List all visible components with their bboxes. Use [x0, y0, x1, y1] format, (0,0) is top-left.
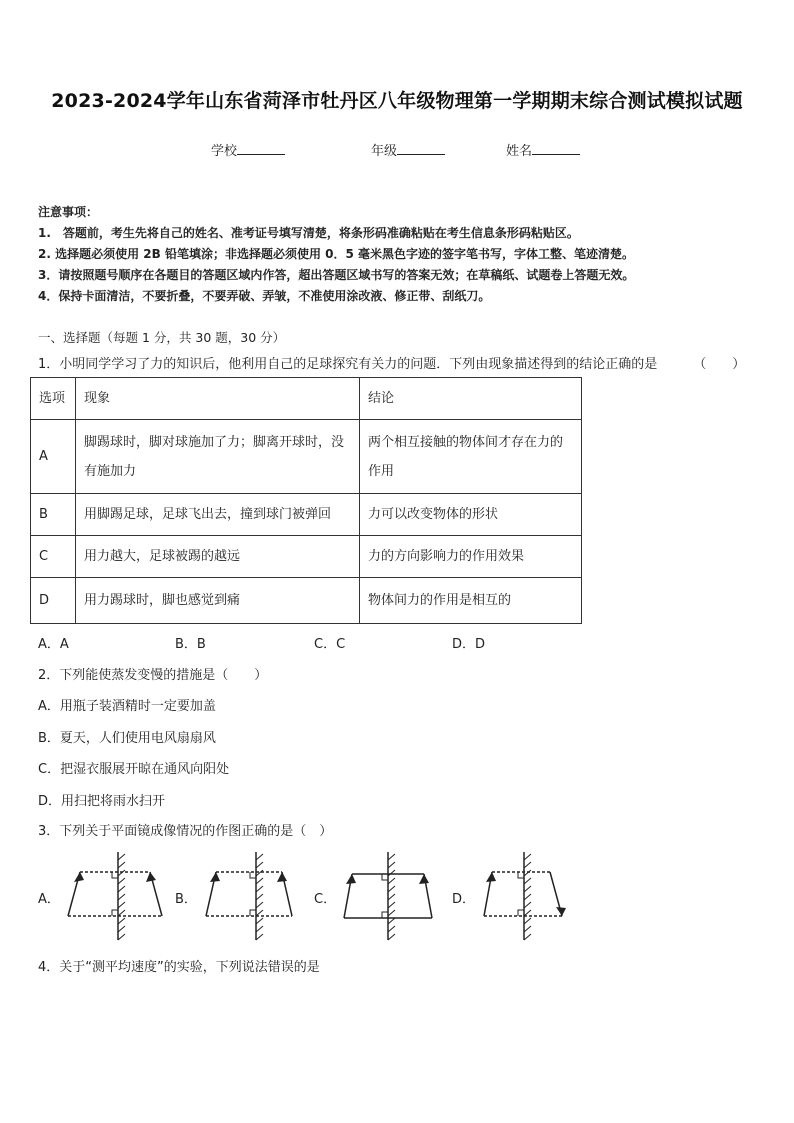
mirror-figure-a[interactable]	[62, 850, 172, 942]
table-row	[31, 420, 582, 494]
q2-option-d[interactable]: D．用扫把将雨水扫开	[38, 794, 166, 809]
school-label: 学校	[211, 144, 238, 159]
question-1-table	[30, 377, 582, 624]
q2-option-b[interactable]: B．夏天，人们使用电风扇扇风	[38, 731, 216, 746]
question-1-text: 1．小明同学学习了力的知识后，他利用自己的足球探究有关力的问题．下列由现象描述得到的结论正确的是	[38, 357, 658, 372]
q3-label-b[interactable]: B．	[175, 892, 197, 907]
grade-field[interactable]	[371, 140, 445, 159]
table-cell-phenomenon: 用脚踢足球，足球飞出去，撞到球门被弹回	[76, 494, 360, 536]
name-label: 姓名	[506, 144, 533, 159]
table-header-row	[31, 378, 582, 420]
school-field[interactable]	[211, 140, 285, 159]
table-row	[31, 536, 582, 578]
q3-label-d[interactable]: D．	[452, 892, 476, 907]
grade-label: 年级	[371, 144, 398, 159]
q1-option-c[interactable]: C．C	[314, 637, 346, 652]
table-header: 现象	[76, 378, 360, 420]
table-cell-conclusion: 两个相互接触的物体间才存在力的作用	[360, 420, 582, 494]
school-blank[interactable]	[237, 142, 285, 155]
table-cell-conclusion: 力的方向影响力的作用效果	[360, 536, 582, 578]
mirror-figure-d[interactable]	[478, 850, 588, 942]
page-title: 2023-2024学年山东省菏泽市牡丹区八年级物理第一学期期末综合测试模拟试题	[51, 90, 743, 112]
name-blank[interactable]	[532, 142, 580, 155]
question-1-stem	[38, 353, 745, 372]
table-cell-option: D	[31, 578, 76, 624]
table-cell-conclusion: 物体间力的作用是相互的	[360, 578, 582, 624]
name-field[interactable]	[506, 140, 580, 159]
table-cell-phenomenon: 用力踢球时，脚也感觉到痛	[76, 578, 360, 624]
mirror-figure-c[interactable]	[336, 850, 446, 942]
table-cell-phenomenon: 脚踢球时，脚对球施加了力；脚离开球时，没有施加力	[76, 420, 360, 494]
table-cell-option: A	[31, 420, 76, 494]
question-3-stem: 3．下列关于平面镜成像情况的作图正确的是（ ）	[38, 824, 333, 839]
q2-option-c[interactable]: C．把湿衣服展开晾在通风向阳处	[38, 762, 230, 777]
q1-option-d[interactable]: D．D	[452, 637, 486, 652]
table-cell-option: C	[31, 536, 76, 578]
notice-item-2: 2. 选择题必须使用 2B 铅笔填涂；非选择题必须使用 0．5 毫米黑色字迹的签字笔书写，字体工整、笔迹清楚。	[38, 247, 634, 261]
table-row	[31, 578, 582, 624]
question-4-stem: 4．关于“测平均速度”的实验，下列说法错误的是	[38, 960, 320, 975]
q3-label-a[interactable]: A．	[38, 892, 60, 907]
notice-heading: 注意事项：	[38, 205, 99, 219]
mirror-figure-b[interactable]	[200, 850, 310, 942]
table-header: 结论	[360, 378, 582, 420]
section-heading: 一、选择题（每题 1 分，共 30 题，30 分）	[38, 330, 286, 345]
table-cell-conclusion: 力可以改变物体的形状	[360, 494, 582, 536]
notice-item-4: 4．保持卡面清洁，不要折叠，不要弄破、弄皱，不准使用涂改液、修正带、刮纸刀。	[38, 289, 491, 303]
q2-option-a[interactable]: A．用瓶子装酒精时一定要加盖	[38, 699, 216, 714]
table-cell-option: B	[31, 494, 76, 536]
q1-option-a[interactable]: A．A	[38, 637, 69, 652]
question-1-paren: （ ）	[693, 357, 746, 372]
q3-label-c[interactable]: C．	[314, 892, 337, 907]
table-header: 选项	[31, 378, 76, 420]
table-cell-phenomenon: 用力越大，足球被踢的越远	[76, 536, 360, 578]
question-2-stem: 2．下列能使蒸发变慢的措施是（ ）	[38, 668, 268, 683]
grade-blank[interactable]	[397, 142, 445, 155]
q1-option-b[interactable]: B．B	[175, 637, 206, 652]
notice-item-1: 1. 答题前，考生先将自己的姓名、准考证号填写清楚，将条形码准确粘贴在考生信息条形码粘贴区。	[38, 226, 579, 240]
notice-item-3: 3．请按照题号顺序在各题目的答题区域内作答，超出答题区域书写的答案无效；在草稿纸、试题卷上答题无效。	[38, 268, 635, 282]
table-row	[31, 494, 582, 536]
